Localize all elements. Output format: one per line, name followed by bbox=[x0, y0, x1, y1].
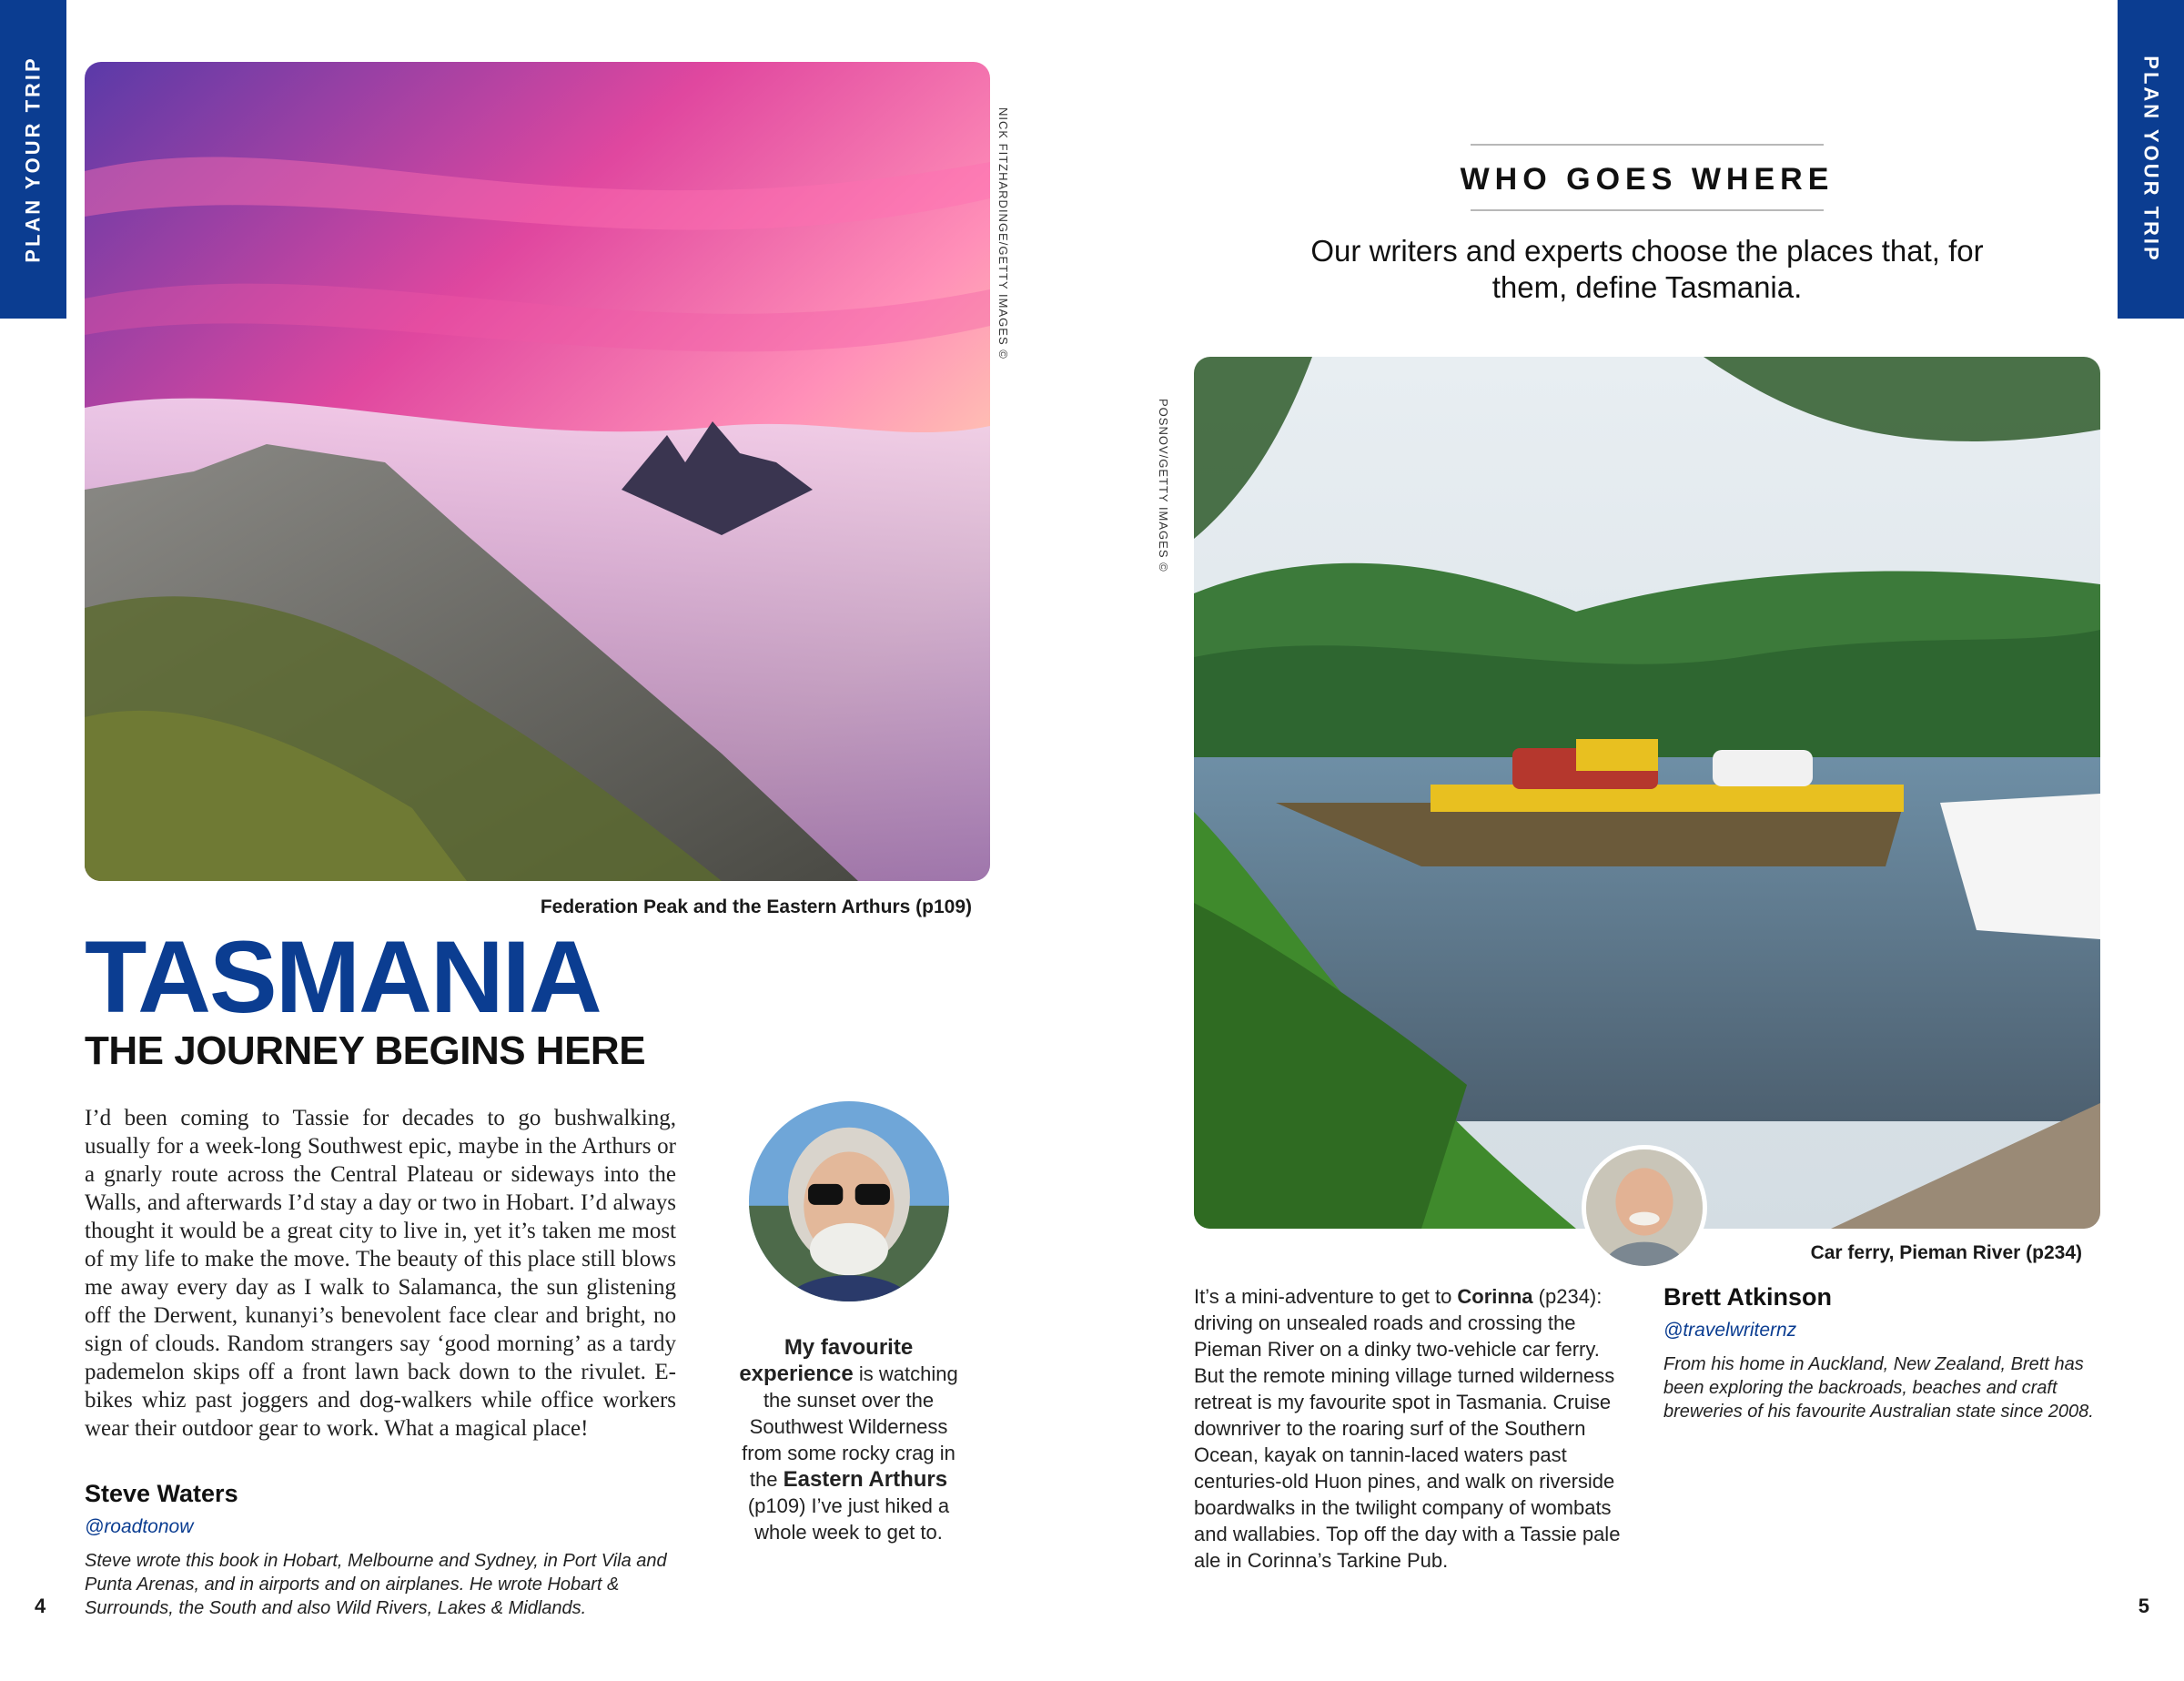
page-number-left: 4 bbox=[35, 1595, 46, 1617]
body-text-1: It’s a mini-adventure to get to bbox=[1194, 1285, 1458, 1308]
who-goes-where-heading: WHO GOES WHERE bbox=[1460, 162, 1835, 197]
heading-rule-top bbox=[1471, 144, 1824, 146]
photo-credit-right: POSNOV/GETTY IMAGES © bbox=[1157, 399, 1170, 572]
photo-caption-right: Car ferry, Pieman River (p234) bbox=[1810, 1242, 2082, 1263]
heading-rule-bottom bbox=[1471, 209, 1824, 211]
author-avatar-left bbox=[744, 1097, 954, 1306]
page-title: TASMANIA bbox=[85, 920, 601, 1034]
author-handle-right[interactable]: @travelwriternz bbox=[1663, 1320, 1797, 1341]
page-number-right: 5 bbox=[2138, 1595, 2149, 1617]
intro-paragraph: I’d been coming to Tassie for decades to go bushwalking, usually for a week-long Southwest epic, maybe in the Arthurs or a gnarly route across the Central Plateau or sideways into the Walls, and afterwards I’d stay a day or two in Hobart. I’d always thought it would be a great city to live in, yet it’s taken me most of my life to make the move. The beauty of this place still blows me away every day as I walk to Salamanca, the sun glistening off the Derwent, kunanyi’s benevolent face clear and bright, no sign of clouds. Random strangers say ‘good morning’ as a tardy pademelon skips off a front lawn back down to the rivulet. E-bikes whiz past joggers and dog-walkers while office workers wear their outdoor gear to work. What a magical place! bbox=[85, 1106, 676, 1441]
section-tab-left bbox=[0, 0, 66, 319]
section-tab-left-label: PLAN YOUR TRIP bbox=[21, 56, 45, 263]
author-handle-left[interactable]: @roadtonow bbox=[85, 1516, 194, 1537]
favourite-place: Eastern Arthurs bbox=[783, 1467, 948, 1492]
federation-peak-photo bbox=[85, 62, 990, 881]
who-goes-where-intro: Our writers and experts choose the places that, for them, define Tasmania. bbox=[1310, 234, 1984, 304]
section-tab-right bbox=[2118, 0, 2184, 319]
author-avatar-right bbox=[1582, 1145, 1707, 1271]
favourite-lead: My favourite experience bbox=[739, 1335, 914, 1386]
who-goes-where-paragraph bbox=[1194, 1283, 1631, 1574]
body-text-2: (p234): driving on unsealed roads and crossing the Pieman River on a dinky two-vehicle car ferry. But the remote mining village turned wilderness retreat is my favourite spot in Tasmania. Cruise downriver to the roaring surf of the Southern Ocean, kayak on tannin-laced waters past centuries-old Huon pines, and walk on riverside boardwalks in the twilight company of wombats and wallabies. Top off the day with a Tassie pale ale in Corinna’s Tarkine Pub. bbox=[1194, 1285, 1621, 1572]
author-name-left: Steve Waters bbox=[85, 1480, 238, 1507]
favourite-text-2: (p109) I’ve just hiked a whole week to get to. bbox=[747, 1494, 950, 1544]
car-ferry-photo bbox=[1194, 357, 2100, 1229]
photo-credit-left: NICK FITZHARDINGE/GETTY IMAGES © bbox=[996, 107, 1010, 359]
favourite-text-1: is watching the sunset over the Southwest Wilderness from some rocky crag in the bbox=[742, 1362, 958, 1491]
favourite-experience bbox=[728, 1334, 969, 1545]
author-bio-right: From his home in Auckland, New Zealand, Brett has been exploring the backroads, beaches and craft breweries of his favourite Australian state since 2008. bbox=[1663, 1354, 2094, 1422]
body-place: Corinna bbox=[1457, 1285, 1533, 1308]
photo-caption-left: Federation Peak and the Eastern Arthurs (p109) bbox=[540, 896, 972, 917]
author-bio-left: Steve wrote this book in Hobart, Melbourne and Sydney, in Port Vila and Punta Arenas, and in airports and on airplanes. He wrote Hobart & Surrounds, the South and also Wild Rivers, Lakes & Midlands. bbox=[85, 1551, 667, 1618]
page-subtitle: THE JOURNEY BEGINS HERE bbox=[85, 1028, 646, 1073]
author-name-right: Brett Atkinson bbox=[1663, 1283, 1833, 1311]
section-tab-right-label: PLAN YOUR TRIP bbox=[2139, 56, 2163, 263]
